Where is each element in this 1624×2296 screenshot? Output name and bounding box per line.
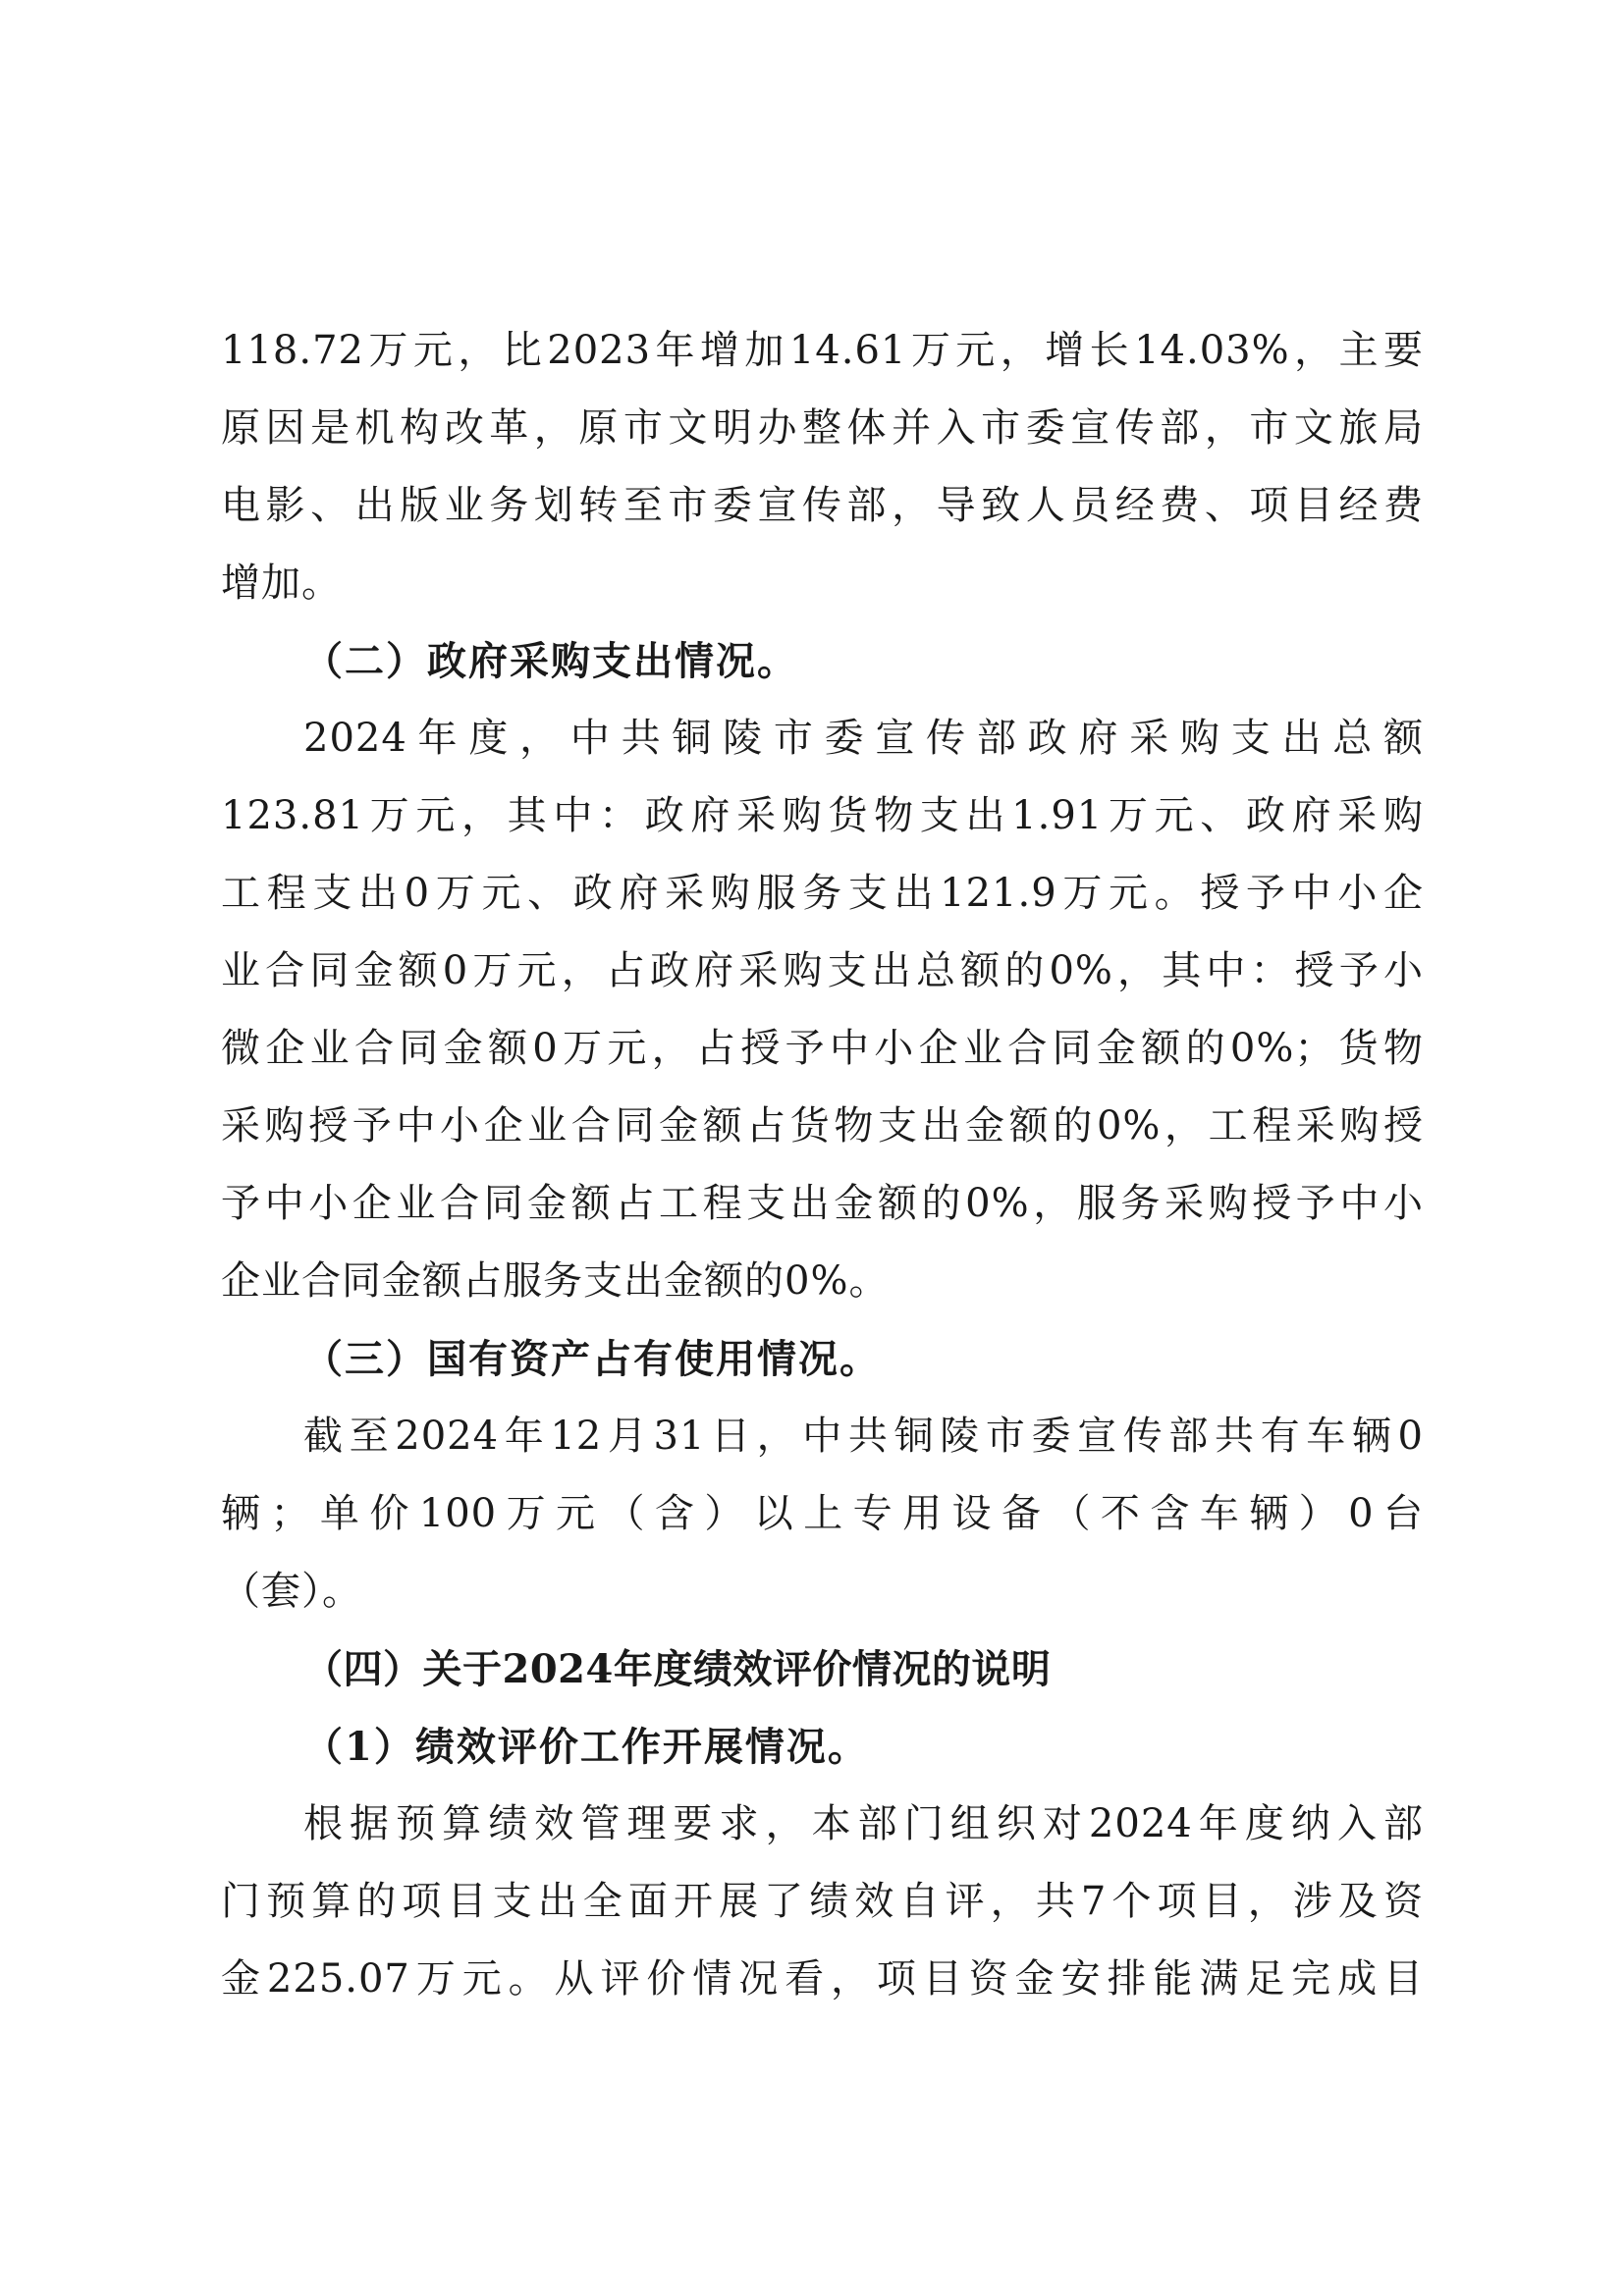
document-page [221,312,1424,2018]
text-line: 企业合同金额占服务支出金额的0%。 [221,1258,890,1304]
text-line: 辆；单价100万元（含）以上专用设备（不含车辆）0台 [221,1491,1424,1536]
section-heading-state-assets: （三）国有资产占有使用情况。 [303,1336,881,1382]
text-line: 123.81万元，其中：政府采购货物支出1.91万元、政府采购 [221,793,1424,838]
text-line: 2024年度，中共铜陵市委宣传部政府采购支出总额 [303,716,1424,761]
section-heading-performance: （四）关于2024年度绩效评价情况的说明 [303,1646,1052,1692]
subsection-heading-evaluation: （1）绩效评价工作开展情况。 [303,1724,869,1770]
text-line: 电影、出版业务划转至市委宣传部，导致人员经费、项目经费 [221,483,1424,528]
text-line: 予中小企业合同金额占工程支出金额的0%，服务采购授予中小 [221,1181,1424,1226]
text-line: 微企业合同金额0万元，占授予中小企业合同金额的0%；货物 [221,1026,1424,1071]
text-line: （套）。 [221,1569,362,1614]
text-line: 工程支出0万元、政府采购服务支出121.9万元。授予中小企 [221,871,1424,916]
text-line: 增加。 [221,561,342,606]
text-line: 采购授予中小企业合同金额占货物支出金额的0%，工程采购授 [221,1103,1424,1148]
section-heading-procurement: （二）政府采购支出情况。 [303,638,798,684]
text-line: 原因是机构改革，原市文明办整体并入市委宣传部，市文旅局 [221,405,1424,451]
text-line: 业合同金额0万元，占政府采购支出总额的0%，其中：授予小 [221,948,1424,993]
text-line: 根据预算绩效管理要求，本部门组织对2024年度纳入部 [303,1801,1424,1846]
text-line: 截至2024年12月31日，中共铜陵市委宣传部共有车辆0 [303,1414,1424,1459]
text-line: 门预算的项目支出全面开展了绩效自评，共7个项目，涉及资 [221,1879,1424,1924]
text-line: 金225.07万元。从评价情况看，项目资金安排能满足完成目 [221,1956,1424,2002]
text-line: 118.72万元，比2023年增加14.61万元，增长14.03%，主要 [221,328,1424,373]
